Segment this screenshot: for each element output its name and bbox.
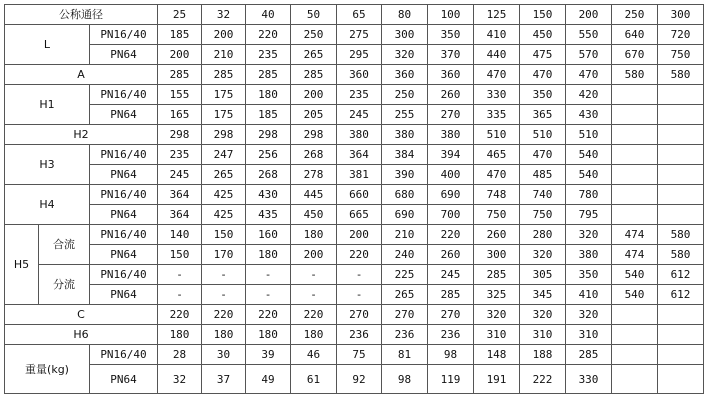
value-cell: 155 — [158, 85, 202, 105]
value-cell: 188 — [520, 345, 566, 365]
value-cell: 160 — [246, 225, 291, 245]
value-cell: - — [291, 265, 337, 285]
value-cell: 320 — [474, 305, 520, 325]
row-group-label: L — [5, 25, 90, 65]
pressure-class-label: PN16/40 — [90, 145, 158, 165]
value-cell: 365 — [520, 105, 566, 125]
pressure-class-label: PN64 — [90, 285, 158, 305]
value-cell: 310 — [520, 325, 566, 345]
value-cell: 470 — [474, 165, 520, 185]
value-cell: 750 — [474, 205, 520, 225]
pressure-class-label: PN64 — [90, 45, 158, 65]
value-cell: 360 — [428, 65, 474, 85]
value-cell: 200 — [291, 85, 337, 105]
table-row — [5, 185, 704, 205]
value-cell — [658, 205, 704, 225]
value-cell: 180 — [291, 325, 337, 345]
row-group-label: H2 — [5, 125, 158, 145]
value-cell: 225 — [382, 265, 428, 285]
value-cell: 180 — [158, 325, 202, 345]
pressure-class-label: PN16/40 — [90, 85, 158, 105]
value-cell: 298 — [291, 125, 337, 145]
value-cell: 580 — [658, 245, 704, 265]
value-cell — [612, 345, 658, 365]
value-cell: 320 — [566, 305, 612, 325]
table-row — [5, 305, 704, 325]
value-cell: 298 — [202, 125, 246, 145]
value-cell: 220 — [337, 245, 382, 265]
row-group-label: A — [5, 65, 158, 85]
value-cell: 245 — [158, 165, 202, 185]
value-cell: - — [291, 285, 337, 305]
value-cell: 690 — [428, 185, 474, 205]
pressure-class-label: PN16/40 — [90, 265, 158, 285]
value-cell: 570 — [566, 45, 612, 65]
size-header: 25 — [158, 5, 202, 25]
size-header: 40 — [246, 5, 291, 25]
value-cell: 265 — [291, 45, 337, 65]
value-cell: 245 — [428, 265, 474, 285]
value-cell — [612, 105, 658, 125]
value-cell: 580 — [658, 65, 704, 85]
value-cell: 510 — [566, 125, 612, 145]
value-cell: 364 — [337, 145, 382, 165]
pressure-class-label: PN64 — [90, 245, 158, 265]
value-cell: 305 — [520, 265, 566, 285]
table-row — [5, 285, 704, 305]
pressure-class-label: PN64 — [90, 105, 158, 125]
size-header: 125 — [474, 5, 520, 25]
size-header: 200 — [566, 5, 612, 25]
pressure-class-label: PN16/40 — [90, 225, 158, 245]
pressure-class-label: PN64 — [90, 365, 158, 394]
value-cell: - — [158, 285, 202, 305]
value-cell: 250 — [382, 85, 428, 105]
value-cell: 180 — [246, 85, 291, 105]
pressure-class-label: PN64 — [90, 165, 158, 185]
value-cell: 81 — [382, 345, 428, 365]
value-cell: 205 — [291, 105, 337, 125]
value-cell: 690 — [382, 205, 428, 225]
value-cell: 320 — [382, 45, 428, 65]
value-cell: 300 — [382, 25, 428, 45]
value-cell: 320 — [520, 305, 566, 325]
table-row — [5, 145, 704, 165]
value-cell: 170 — [202, 245, 246, 265]
value-cell — [658, 365, 704, 394]
value-cell: - — [246, 265, 291, 285]
value-cell: 236 — [428, 325, 474, 345]
value-cell: 680 — [382, 185, 428, 205]
value-cell: - — [158, 265, 202, 285]
table-row — [5, 365, 704, 394]
value-cell: 180 — [246, 245, 291, 265]
value-cell: 220 — [202, 305, 246, 325]
value-cell: 380 — [382, 125, 428, 145]
value-cell: 470 — [520, 145, 566, 165]
value-cell: 180 — [291, 225, 337, 245]
value-cell: 200 — [337, 225, 382, 245]
pressure-class-label: PN16/40 — [90, 345, 158, 365]
value-cell: 465 — [474, 145, 520, 165]
value-cell: 210 — [202, 45, 246, 65]
value-cell — [612, 325, 658, 345]
value-cell: 236 — [337, 325, 382, 345]
value-cell: 310 — [474, 325, 520, 345]
value-cell: 550 — [566, 25, 612, 45]
value-cell: 222 — [520, 365, 566, 394]
value-cell: 350 — [520, 85, 566, 105]
value-cell: 350 — [566, 265, 612, 285]
row-group-label: H5 — [5, 225, 39, 305]
value-cell: 150 — [158, 245, 202, 265]
value-cell: 260 — [474, 225, 520, 245]
table-body — [5, 5, 704, 394]
value-cell: 670 — [612, 45, 658, 65]
value-cell: 700 — [428, 205, 474, 225]
table-row — [5, 225, 704, 245]
value-cell: 61 — [291, 365, 337, 394]
value-cell — [612, 165, 658, 185]
value-cell — [658, 85, 704, 105]
value-cell: 37 — [202, 365, 246, 394]
value-cell: 236 — [382, 325, 428, 345]
value-cell: 210 — [382, 225, 428, 245]
value-cell: 335 — [474, 105, 520, 125]
value-cell — [612, 85, 658, 105]
value-cell: 425 — [202, 185, 246, 205]
value-cell: 394 — [428, 145, 474, 165]
header-row — [5, 5, 704, 25]
value-cell: 430 — [246, 185, 291, 205]
value-cell: 612 — [658, 265, 704, 285]
value-cell: 119 — [428, 365, 474, 394]
value-cell: 384 — [382, 145, 428, 165]
value-cell: 148 — [474, 345, 520, 365]
value-cell: 320 — [566, 225, 612, 245]
value-cell: 28 — [158, 345, 202, 365]
value-cell: 245 — [337, 105, 382, 125]
value-cell: 270 — [428, 305, 474, 325]
value-cell: 260 — [428, 85, 474, 105]
value-cell: 285 — [566, 345, 612, 365]
row-group-label: H6 — [5, 325, 158, 345]
value-cell: 450 — [291, 205, 337, 225]
value-cell: 250 — [291, 25, 337, 45]
value-cell — [612, 125, 658, 145]
value-cell: 175 — [202, 105, 246, 125]
value-cell: - — [337, 285, 382, 305]
value-cell: 235 — [337, 85, 382, 105]
value-cell: 285 — [202, 65, 246, 85]
value-cell: 285 — [291, 65, 337, 85]
row-group-label: H3 — [5, 145, 90, 185]
value-cell: 92 — [337, 365, 382, 394]
value-cell: 32 — [158, 365, 202, 394]
value-cell: 440 — [474, 45, 520, 65]
value-cell — [658, 185, 704, 205]
value-cell: 660 — [337, 185, 382, 205]
value-cell: 285 — [246, 65, 291, 85]
value-cell: 410 — [566, 285, 612, 305]
value-cell — [658, 325, 704, 345]
value-cell: 360 — [382, 65, 428, 85]
size-header: 300 — [658, 5, 704, 25]
value-cell: 235 — [158, 145, 202, 165]
value-cell: 540 — [612, 265, 658, 285]
value-cell: 750 — [520, 205, 566, 225]
value-cell — [612, 145, 658, 165]
table-row — [5, 245, 704, 265]
value-cell — [658, 125, 704, 145]
value-cell: 265 — [202, 165, 246, 185]
value-cell: 265 — [382, 285, 428, 305]
value-cell: 98 — [382, 365, 428, 394]
table-row — [5, 125, 704, 145]
value-cell: 298 — [158, 125, 202, 145]
row-group-label: C — [5, 305, 158, 325]
value-cell — [658, 305, 704, 325]
value-cell: 191 — [474, 365, 520, 394]
value-cell: - — [337, 265, 382, 285]
value-cell: 510 — [474, 125, 520, 145]
value-cell — [612, 185, 658, 205]
value-cell: 470 — [474, 65, 520, 85]
value-cell: 540 — [566, 165, 612, 185]
row-group-label: H4 — [5, 185, 90, 225]
value-cell: 474 — [612, 225, 658, 245]
value-cell: 278 — [291, 165, 337, 185]
value-cell: 410 — [474, 25, 520, 45]
value-cell: 740 — [520, 185, 566, 205]
size-header: 65 — [337, 5, 382, 25]
value-cell: 200 — [291, 245, 337, 265]
value-cell: 39 — [246, 345, 291, 365]
value-cell: 350 — [428, 25, 474, 45]
table-row — [5, 65, 704, 85]
value-cell: 320 — [520, 245, 566, 265]
value-cell: 325 — [474, 285, 520, 305]
table-row — [5, 345, 704, 365]
value-cell: 380 — [337, 125, 382, 145]
pressure-class-label: PN64 — [90, 205, 158, 225]
value-cell: 150 — [202, 225, 246, 245]
pressure-class-label: PN16/40 — [90, 25, 158, 45]
value-cell: 268 — [291, 145, 337, 165]
value-cell: 612 — [658, 285, 704, 305]
value-cell: - — [202, 265, 246, 285]
value-cell: 364 — [158, 185, 202, 205]
value-cell: 330 — [566, 365, 612, 394]
value-cell: 310 — [566, 325, 612, 345]
nominal-diameter-label: 公称通径 — [5, 5, 158, 25]
value-cell: 46 — [291, 345, 337, 365]
value-cell: 295 — [337, 45, 382, 65]
value-cell: 260 — [428, 245, 474, 265]
value-cell: 220 — [246, 25, 291, 45]
value-cell: 470 — [566, 65, 612, 85]
value-cell — [612, 365, 658, 394]
value-cell: 180 — [246, 325, 291, 345]
table-row — [5, 105, 704, 125]
value-cell: 665 — [337, 205, 382, 225]
value-cell: 300 — [474, 245, 520, 265]
value-cell: 540 — [566, 145, 612, 165]
value-cell: 247 — [202, 145, 246, 165]
value-cell: 255 — [382, 105, 428, 125]
value-cell: 580 — [612, 65, 658, 85]
value-cell: 240 — [382, 245, 428, 265]
value-cell: 720 — [658, 25, 704, 45]
value-cell — [658, 165, 704, 185]
value-cell: 795 — [566, 205, 612, 225]
value-cell: 750 — [658, 45, 704, 65]
value-cell: 400 — [428, 165, 474, 185]
value-cell — [612, 305, 658, 325]
flow-type-label: 分流 — [39, 265, 90, 305]
value-cell: 435 — [246, 205, 291, 225]
value-cell: 345 — [520, 285, 566, 305]
value-cell: 275 — [337, 25, 382, 45]
value-cell: 475 — [520, 45, 566, 65]
value-cell: - — [202, 285, 246, 305]
value-cell: 425 — [202, 205, 246, 225]
table-row — [5, 265, 704, 285]
table-row — [5, 165, 704, 185]
value-cell: - — [246, 285, 291, 305]
value-cell: 510 — [520, 125, 566, 145]
size-header: 50 — [291, 5, 337, 25]
value-cell: 580 — [658, 225, 704, 245]
value-cell: 270 — [337, 305, 382, 325]
value-cell — [658, 105, 704, 125]
value-cell: 780 — [566, 185, 612, 205]
table-row — [5, 45, 704, 65]
value-cell: 140 — [158, 225, 202, 245]
size-header: 250 — [612, 5, 658, 25]
size-header: 32 — [202, 5, 246, 25]
value-cell: 298 — [246, 125, 291, 145]
value-cell: 220 — [428, 225, 474, 245]
value-cell: 270 — [382, 305, 428, 325]
value-cell: 180 — [202, 325, 246, 345]
row-group-label: H1 — [5, 85, 90, 125]
size-header: 100 — [428, 5, 474, 25]
size-header: 150 — [520, 5, 566, 25]
value-cell: 256 — [246, 145, 291, 165]
table-row — [5, 85, 704, 105]
value-cell: 540 — [612, 285, 658, 305]
value-cell — [658, 345, 704, 365]
value-cell: 220 — [291, 305, 337, 325]
value-cell: 640 — [612, 25, 658, 45]
value-cell: 381 — [337, 165, 382, 185]
value-cell: 380 — [428, 125, 474, 145]
table-row — [5, 25, 704, 45]
value-cell: 380 — [566, 245, 612, 265]
value-cell: 748 — [474, 185, 520, 205]
value-cell: 30 — [202, 345, 246, 365]
value-cell: 285 — [474, 265, 520, 285]
value-cell: 445 — [291, 185, 337, 205]
value-cell: 330 — [474, 85, 520, 105]
row-group-label: 重量(kg) — [5, 345, 90, 394]
value-cell: 185 — [246, 105, 291, 125]
value-cell: 474 — [612, 245, 658, 265]
value-cell: 485 — [520, 165, 566, 185]
flow-type-label: 合流 — [39, 225, 90, 265]
value-cell: 360 — [337, 65, 382, 85]
value-cell: 420 — [566, 85, 612, 105]
value-cell: 75 — [337, 345, 382, 365]
value-cell: 280 — [520, 225, 566, 245]
value-cell: 285 — [158, 65, 202, 85]
value-cell — [612, 205, 658, 225]
dimension-table — [4, 4, 704, 394]
value-cell — [658, 145, 704, 165]
value-cell: 268 — [246, 165, 291, 185]
value-cell: 235 — [246, 45, 291, 65]
value-cell: 185 — [158, 25, 202, 45]
value-cell: 165 — [158, 105, 202, 125]
value-cell: 270 — [428, 105, 474, 125]
value-cell: 175 — [202, 85, 246, 105]
value-cell: 370 — [428, 45, 474, 65]
table-row — [5, 205, 704, 225]
value-cell: 470 — [520, 65, 566, 85]
table-row — [5, 325, 704, 345]
value-cell: 390 — [382, 165, 428, 185]
value-cell: 200 — [202, 25, 246, 45]
value-cell: 98 — [428, 345, 474, 365]
value-cell: 220 — [158, 305, 202, 325]
pressure-class-label: PN16/40 — [90, 185, 158, 205]
value-cell: 220 — [246, 305, 291, 325]
value-cell: 285 — [428, 285, 474, 305]
value-cell: 430 — [566, 105, 612, 125]
value-cell: 364 — [158, 205, 202, 225]
value-cell: 49 — [246, 365, 291, 394]
value-cell: 450 — [520, 25, 566, 45]
size-header: 80 — [382, 5, 428, 25]
value-cell: 200 — [158, 45, 202, 65]
